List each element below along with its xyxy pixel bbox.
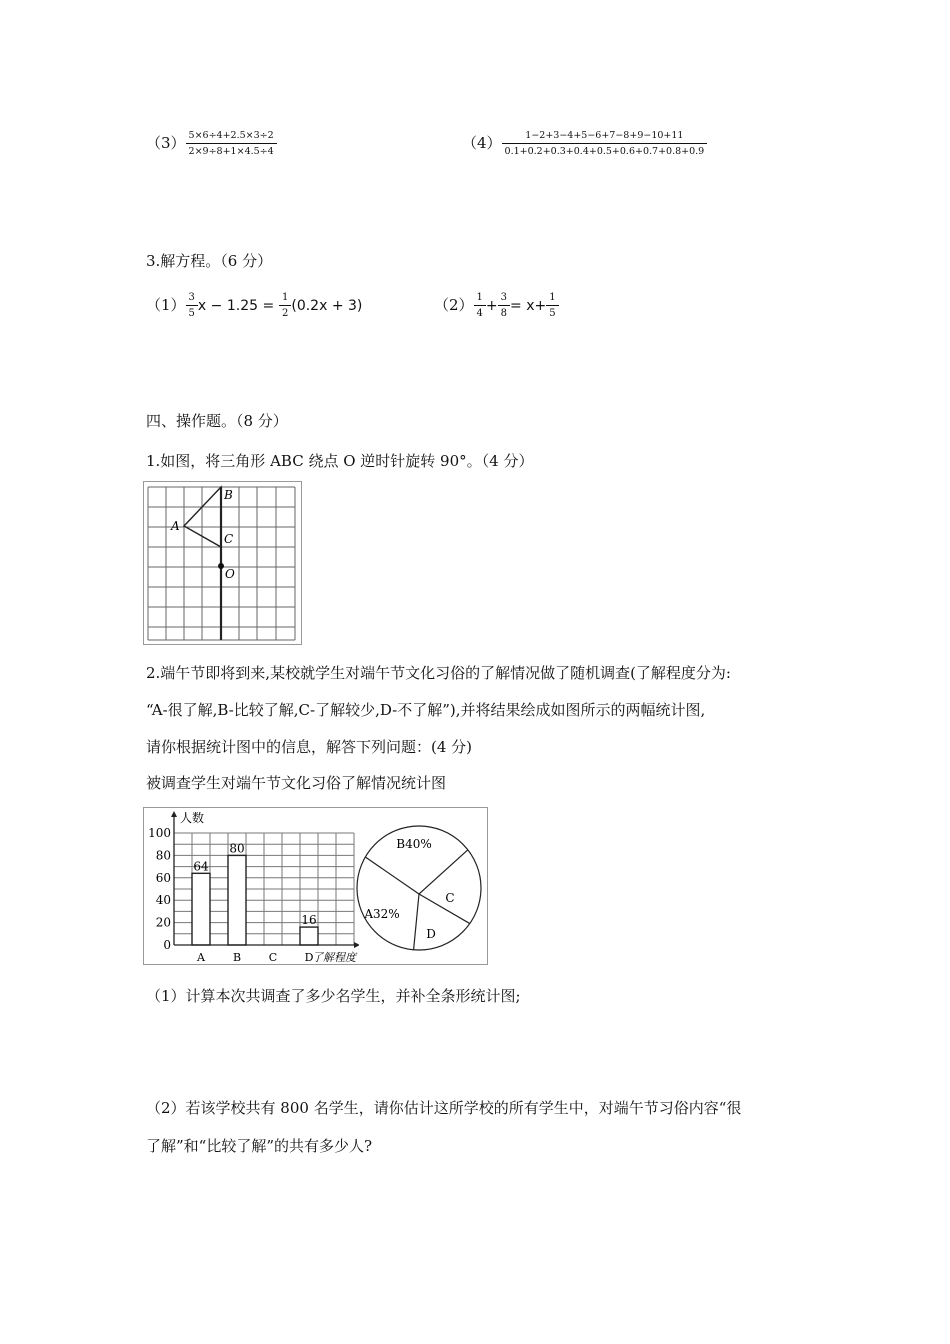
label-a: A: [171, 519, 180, 533]
bar-chart-y-label: 人数: [180, 811, 205, 825]
y-tick-label: 80: [155, 848, 171, 863]
bar-chart-x-categories: [196, 951, 314, 964]
sub-question-2-line-1: （2）若该学校共有 800 名学生，请你估计这所学校的所有学生中，对端午节习俗内容“很: [146, 1099, 742, 1117]
bar-b: [228, 855, 246, 945]
equation-2-frac-c-num: 1: [546, 292, 558, 306]
sub-question-2-line-2: 了解”和“比较了解”的共有多少人?: [146, 1137, 373, 1155]
pie-slice-label: C: [445, 891, 455, 905]
bar-d: [300, 927, 318, 945]
rotation-grid-figure: [143, 481, 302, 645]
section4-heading: 四、操作题。（8 分）: [146, 412, 288, 430]
x-category-label: C: [268, 951, 278, 964]
calc-item-3-fraction: [186, 130, 277, 158]
equation-2-frac-b: [498, 292, 510, 320]
equation-2-frac-c-den: 5: [549, 308, 556, 319]
equation-1-frac-b-den: 2: [281, 308, 289, 319]
calc-item-4-numerator: 1−2+3−4+5−6+7−8+9−10+11: [502, 130, 708, 144]
equation-1-middle: x − 1.25 =: [197, 298, 275, 314]
section3-heading: 3.解方程。（6 分）: [146, 252, 273, 270]
equation-2-label: （2）: [434, 296, 474, 314]
equation-2-frac-a: [474, 292, 486, 320]
question-2-line-1: 2.端午节即将到来,某校就学生对端午节文化习俗的了解情况做了随机调查(了解程度分为:: [146, 664, 731, 682]
question-2-line-3: 请你根据统计图中的信息，解答下列问题：(4 分): [146, 738, 473, 756]
equation-1-frac-a-den: 5: [188, 308, 195, 319]
label-o: O: [225, 567, 235, 581]
x-category-label: D: [304, 951, 314, 964]
bar-chart-x-label: 了解程度: [312, 951, 356, 964]
y-tick-label: 20: [155, 915, 171, 930]
label-b: B: [224, 488, 233, 502]
equation-1-end: (0.2x + 3): [291, 298, 363, 314]
equation-2-middle: = x+: [510, 298, 547, 314]
sub-question-1: （1）计算本次共调查了多少名学生，并补全条形统计图;: [146, 987, 521, 1005]
calc-item-3-denominator: 2×9÷8+1×4.5÷4: [188, 146, 274, 157]
equation-2-frac-b-den: 8: [500, 308, 508, 319]
y-axis-arrow-icon: [171, 811, 177, 817]
equation-2-frac-c: [546, 292, 558, 320]
equation-2: [434, 292, 559, 320]
pie-slice-label: D: [426, 927, 436, 941]
calc-item-4-fraction: [502, 130, 708, 158]
chart-caption: 被调查学生对端午节文化习俗了解情况统计图: [146, 774, 447, 792]
question-2-line-2: “A-很了解,B-比较了解,C-了解较少,D-不了解”),并将结果绘成如图所示的两幅统计图,: [146, 701, 706, 719]
rotation-grid-svg: [144, 482, 301, 644]
equation-2-frac-b-num: 3: [498, 292, 510, 306]
statistics-figure: [143, 807, 488, 965]
bar-chart-svg: [144, 808, 359, 964]
point-o: [218, 563, 224, 569]
bar-data-label: 16: [301, 913, 317, 928]
y-tick-label: 100: [148, 826, 171, 840]
calc-item-4: [462, 130, 707, 158]
y-tick-label: 40: [155, 893, 171, 908]
calc-item-3-numerator: 5×6÷4+2.5×3÷2: [186, 130, 277, 144]
label-c: C: [224, 532, 234, 546]
equation-1-frac-a: [186, 292, 198, 320]
equation-2-frac-a-den: 4: [476, 308, 483, 319]
calc-item-4-label: （4）: [462, 134, 502, 152]
equation-1: [146, 292, 362, 320]
bar-chart-y-ticks: [148, 826, 171, 952]
pie-slice-label: B40%: [396, 837, 432, 851]
equation-1-frac-b: [279, 292, 291, 320]
equation-2-frac-a-num: 1: [474, 292, 486, 306]
equation-1-frac-a-num: 3: [186, 292, 198, 306]
pie-slice-label: A32%: [364, 907, 400, 921]
x-category-label: B: [232, 951, 242, 964]
y-tick-label: 60: [155, 870, 171, 885]
equation-1-frac-b-num: 1: [279, 292, 291, 306]
bar-data-label: 64: [193, 859, 209, 874]
question-1-text: 1.如图，将三角形 ABC 绕点 O 逆时针旋转 90°。（4 分）: [146, 452, 534, 470]
calc-item-3: [146, 130, 277, 158]
calc-item-4-denominator: 0.1+0.2+0.3+0.4+0.5+0.6+0.7+0.8+0.9: [504, 146, 705, 157]
y-tick-label: 0: [163, 938, 171, 952]
x-category-label: A: [197, 951, 205, 964]
bar-chart-bars: [192, 841, 318, 945]
calc-item-3-label: （3）: [146, 134, 186, 152]
equation-2-plus: +: [485, 298, 498, 314]
pie-chart-svg: [354, 808, 484, 964]
bar-data-label: 80: [229, 841, 245, 856]
bar-a: [192, 873, 210, 945]
equation-1-label: （1）: [146, 296, 186, 314]
